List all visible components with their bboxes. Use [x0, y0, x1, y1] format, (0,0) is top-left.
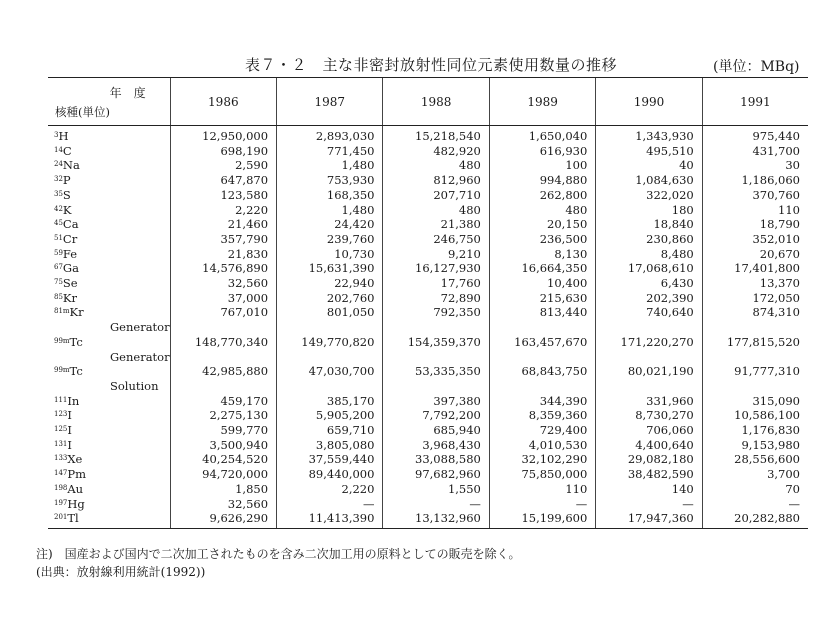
- mass-number: 147: [54, 469, 68, 478]
- value-cell: 180: [596, 203, 702, 218]
- element-symbol: Xe: [67, 452, 83, 467]
- table-row: [48, 511, 808, 528]
- table-row: [48, 276, 808, 291]
- value-cell: 239,760: [277, 232, 383, 247]
- table-row: [48, 261, 808, 276]
- value-cell: 68,843,750: [489, 364, 595, 379]
- mass-number: 125: [54, 425, 68, 434]
- value-cell: 100: [489, 158, 595, 173]
- value-cell: 3,968,430: [383, 438, 489, 453]
- value-cell: 32,560: [170, 497, 276, 512]
- nuclide-cell: [48, 261, 170, 276]
- value-cell: 17,068,610: [596, 261, 702, 276]
- fiscal-year-label: 年度: [109, 86, 158, 100]
- mass-number: 85: [54, 292, 63, 301]
- table-subrow: [48, 379, 808, 394]
- table-row: [48, 364, 808, 379]
- value-cell: [596, 379, 702, 394]
- table-row: [48, 173, 808, 188]
- element-symbol: Tc: [69, 364, 83, 379]
- year-header: 1990: [596, 78, 702, 126]
- nuclide-cell: [48, 158, 170, 173]
- value-cell: 385,170: [277, 394, 383, 409]
- mass-number: 59: [54, 248, 63, 257]
- element-symbol: Au: [67, 481, 84, 496]
- value-cell: 17,947,360: [596, 511, 702, 528]
- nuclide-cell: [48, 482, 170, 497]
- value-cell: 17,401,800: [702, 261, 808, 276]
- value-cell: 149,770,820: [277, 335, 383, 350]
- nuclide-cell: [48, 335, 170, 350]
- value-cell: [277, 350, 383, 365]
- value-cell: 110: [702, 203, 808, 218]
- value-cell: [277, 320, 383, 335]
- element-symbol: Tc: [69, 334, 83, 349]
- value-cell: 1,850: [170, 482, 276, 497]
- value-cell: 202,390: [596, 291, 702, 306]
- value-cell: 647,870: [170, 173, 276, 188]
- value-cell: 72,890: [383, 291, 489, 306]
- value-cell: 207,710: [383, 188, 489, 203]
- value-cell: 148,770,340: [170, 335, 276, 350]
- value-cell: 9,626,290: [170, 511, 276, 528]
- value-cell: 480: [383, 203, 489, 218]
- value-cell: 1,186,060: [702, 173, 808, 188]
- table-row: [48, 408, 808, 423]
- value-cell: 18,840: [596, 217, 702, 232]
- value-cell: 10,586,100: [702, 408, 808, 423]
- value-cell: 10,400: [489, 276, 595, 291]
- table-row: [48, 203, 808, 218]
- value-cell: 16,664,350: [489, 261, 595, 276]
- value-cell: 37,000: [170, 291, 276, 306]
- value-cell: 4,010,530: [489, 438, 595, 453]
- nuclide-cell: [48, 188, 170, 203]
- value-cell: 168,350: [277, 188, 383, 203]
- mass-number: 197: [54, 498, 68, 507]
- value-cell: 75,850,000: [489, 467, 595, 482]
- value-cell: 53,335,350: [383, 364, 489, 379]
- value-cell: 29,082,180: [596, 452, 702, 467]
- table-row: [48, 482, 808, 497]
- value-cell: 352,010: [702, 232, 808, 247]
- nuclide-cell: [48, 203, 170, 218]
- value-cell: 8,359,360: [489, 408, 595, 423]
- value-cell: —: [596, 497, 702, 512]
- value-cell: 322,020: [596, 188, 702, 203]
- mass-number: 24: [54, 160, 63, 169]
- value-cell: 21,380: [383, 217, 489, 232]
- nuclide-cell: [48, 467, 170, 482]
- value-cell: 172,050: [702, 291, 808, 306]
- value-cell: 28,556,600: [702, 452, 808, 467]
- table-row: [48, 452, 808, 467]
- table-row: [48, 232, 808, 247]
- table-title: 表７・２ 主な非密封放射性同位元素使用数量の推移: [245, 56, 618, 74]
- value-cell: 70: [702, 482, 808, 497]
- value-cell: [277, 379, 383, 394]
- value-cell: 14,576,890: [170, 261, 276, 276]
- mass-number: 3: [54, 131, 59, 139]
- table-row: [48, 126, 808, 144]
- value-cell: 97,682,960: [383, 467, 489, 482]
- source-note: (出典：放射線利用統計(1992)): [36, 565, 206, 579]
- value-cell: 22,940: [277, 276, 383, 291]
- value-cell: —: [383, 497, 489, 512]
- value-cell: [489, 350, 595, 365]
- value-cell: 11,413,390: [277, 511, 383, 528]
- table-subrow: [48, 350, 808, 365]
- mass-number: 133: [54, 454, 68, 463]
- mass-number: 81m: [54, 307, 70, 316]
- mass-number: 42: [54, 204, 63, 213]
- table-row: [48, 217, 808, 232]
- value-cell: 1,480: [277, 158, 383, 173]
- value-cell: 15,631,390: [277, 261, 383, 276]
- element-symbol: Na: [62, 158, 80, 173]
- year-header: 1986: [170, 78, 276, 126]
- mass-number: 198: [54, 483, 68, 492]
- value-cell: 13,132,960: [383, 511, 489, 528]
- value-cell: 659,710: [277, 423, 383, 438]
- unit-label: (単位：MBq): [713, 59, 800, 75]
- nuclide-cell: [48, 364, 170, 379]
- value-cell: 20,282,880: [702, 511, 808, 528]
- value-cell: [383, 320, 489, 335]
- element-symbol: Se: [62, 276, 78, 291]
- value-cell: 1,343,930: [596, 126, 702, 144]
- table-row: [48, 438, 808, 453]
- element-symbol: Ca: [62, 217, 79, 232]
- value-cell: 13,370: [702, 276, 808, 291]
- value-cell: 813,440: [489, 305, 595, 320]
- value-cell: 599,770: [170, 423, 276, 438]
- nuclide-cell: [48, 247, 170, 262]
- element-symbol: I: [67, 423, 72, 438]
- value-cell: 24,420: [277, 217, 383, 232]
- table-row: [48, 144, 808, 159]
- value-cell: 12,950,000: [170, 126, 276, 144]
- value-cell: 1,084,630: [596, 173, 702, 188]
- table-row: [48, 497, 808, 512]
- value-cell: 47,030,700: [277, 364, 383, 379]
- nuclide-cell: [48, 452, 170, 467]
- element-symbol: K: [62, 202, 72, 217]
- value-cell: 40: [596, 158, 702, 173]
- nuclide-cell: [48, 232, 170, 247]
- value-cell: [702, 350, 808, 365]
- mass-number: 14: [54, 145, 63, 154]
- table-row: [48, 305, 808, 320]
- value-cell: 8,130: [489, 247, 595, 262]
- mass-number: 99m: [54, 336, 70, 345]
- value-cell: 10,730: [277, 247, 383, 262]
- value-cell: 30: [702, 158, 808, 173]
- value-cell: 236,500: [489, 232, 595, 247]
- value-cell: 15,218,540: [383, 126, 489, 144]
- value-cell: 21,830: [170, 247, 276, 262]
- value-cell: 94,720,000: [170, 467, 276, 482]
- value-cell: [702, 379, 808, 394]
- nuclide-cell: [48, 217, 170, 232]
- value-cell: 15,199,600: [489, 511, 595, 528]
- value-cell: 792,350: [383, 305, 489, 320]
- value-cell: 16,127,930: [383, 261, 489, 276]
- table-row: [48, 247, 808, 262]
- table-subrow: [48, 320, 808, 335]
- value-cell: 801,050: [277, 305, 383, 320]
- value-cell: [596, 350, 702, 365]
- value-cell: 32,560: [170, 276, 276, 291]
- value-cell: 5,905,200: [277, 408, 383, 423]
- value-cell: 2,893,030: [277, 126, 383, 144]
- value-cell: 140: [596, 482, 702, 497]
- mass-number: 75: [54, 278, 63, 287]
- form-label: Generator: [110, 349, 170, 364]
- year-header: 1989: [489, 78, 595, 126]
- value-cell: 357,790: [170, 232, 276, 247]
- nuclide-cell: [48, 305, 170, 320]
- nuclide-cell: [48, 511, 170, 528]
- year-header: 1987: [277, 78, 383, 126]
- value-cell: 2,220: [170, 203, 276, 218]
- value-cell: 42,985,880: [170, 364, 276, 379]
- value-cell: 80,021,190: [596, 364, 702, 379]
- value-cell: 3,500,940: [170, 438, 276, 453]
- element-symbol: Cr: [62, 231, 78, 246]
- value-cell: [170, 350, 276, 365]
- value-cell: 154,359,370: [383, 335, 489, 350]
- mass-number: 32: [54, 175, 63, 184]
- value-cell: 6,430: [596, 276, 702, 291]
- table-row: [48, 423, 808, 438]
- nuclide-cell: [48, 173, 170, 188]
- value-cell: 91,777,310: [702, 364, 808, 379]
- value-cell: 215,630: [489, 291, 595, 306]
- value-cell: 262,800: [489, 188, 595, 203]
- value-cell: 17,760: [383, 276, 489, 291]
- value-cell: 740,640: [596, 305, 702, 320]
- value-cell: 9,210: [383, 247, 489, 262]
- value-cell: 767,010: [170, 305, 276, 320]
- value-cell: —: [702, 497, 808, 512]
- element-symbol: P: [62, 173, 71, 188]
- value-cell: 171,220,270: [596, 335, 702, 350]
- value-cell: 370,760: [702, 188, 808, 203]
- value-cell: 40,254,520: [170, 452, 276, 467]
- element-symbol: I: [67, 437, 72, 452]
- mass-number: 131: [54, 439, 68, 448]
- table-body: [48, 126, 808, 529]
- value-cell: [170, 320, 276, 335]
- nuclide-cell: [48, 126, 170, 144]
- value-cell: 480: [489, 203, 595, 218]
- nuclide-cell: [48, 394, 170, 409]
- value-cell: 89,440,000: [277, 467, 383, 482]
- element-symbol: I: [67, 408, 72, 423]
- value-cell: [489, 379, 595, 394]
- element-symbol: C: [62, 143, 72, 158]
- nuclide-cell: [48, 276, 170, 291]
- value-cell: 994,880: [489, 173, 595, 188]
- value-cell: 482,920: [383, 144, 489, 159]
- value-cell: 2,275,130: [170, 408, 276, 423]
- nuclide-cell: [48, 408, 170, 423]
- form-label: Generator: [110, 320, 170, 335]
- value-cell: 3,805,080: [277, 438, 383, 453]
- value-cell: [596, 320, 702, 335]
- year-header: 1988: [383, 78, 489, 126]
- table-row: [48, 158, 808, 173]
- value-cell: 246,750: [383, 232, 489, 247]
- mass-number: 201: [54, 513, 68, 522]
- element-symbol: Hg: [67, 496, 85, 511]
- mass-number: 35: [54, 189, 63, 198]
- value-cell: 123,580: [170, 188, 276, 203]
- value-cell: 331,960: [596, 394, 702, 409]
- value-cell: 4,400,640: [596, 438, 702, 453]
- value-cell: 33,088,580: [383, 452, 489, 467]
- value-cell: 397,380: [383, 394, 489, 409]
- value-cell: 21,460: [170, 217, 276, 232]
- element-symbol: Pm: [67, 467, 87, 482]
- mass-number: 111: [54, 395, 68, 404]
- element-symbol: In: [67, 393, 80, 408]
- form-label: Solution: [110, 378, 159, 393]
- value-cell: 1,480: [277, 203, 383, 218]
- mass-number: 51: [54, 233, 63, 242]
- value-cell: 20,150: [489, 217, 595, 232]
- nuclide-cell: [48, 144, 170, 159]
- value-cell: 344,390: [489, 394, 595, 409]
- table-header-row: [48, 78, 808, 126]
- value-cell: 2,220: [277, 482, 383, 497]
- mass-number: 67: [54, 263, 63, 272]
- value-cell: 771,450: [277, 144, 383, 159]
- value-cell: 753,930: [277, 173, 383, 188]
- value-cell: 7,792,200: [383, 408, 489, 423]
- value-cell: [489, 320, 595, 335]
- value-cell: 32,102,290: [489, 452, 595, 467]
- value-cell: 1,176,830: [702, 423, 808, 438]
- element-symbol: Tl: [67, 511, 79, 526]
- table-row: [48, 335, 808, 350]
- value-cell: 812,960: [383, 173, 489, 188]
- element-symbol: Kr: [62, 290, 78, 305]
- nuclide-cell: [48, 497, 170, 512]
- value-cell: 706,060: [596, 423, 702, 438]
- element-symbol: H: [58, 129, 69, 143]
- value-cell: 177,815,520: [702, 335, 808, 350]
- value-cell: [702, 320, 808, 335]
- value-cell: 975,440: [702, 126, 808, 144]
- value-cell: 9,153,980: [702, 438, 808, 453]
- value-cell: 874,310: [702, 305, 808, 320]
- value-cell: 8,480: [596, 247, 702, 262]
- element-symbol: S: [62, 187, 71, 202]
- table-row: [48, 467, 808, 482]
- element-symbol: Ga: [62, 261, 79, 276]
- nuclide-cell: [48, 438, 170, 453]
- value-cell: [383, 379, 489, 394]
- mass-number: 99m: [54, 366, 70, 375]
- value-cell: 729,400: [489, 423, 595, 438]
- value-cell: 698,190: [170, 144, 276, 159]
- table-row: [48, 188, 808, 203]
- value-cell: 3,700: [702, 467, 808, 482]
- nuclide-unit-label: 核種(単位): [55, 105, 110, 119]
- value-cell: 163,457,670: [489, 335, 595, 350]
- table-row: [48, 394, 808, 409]
- value-cell: 1,550: [383, 482, 489, 497]
- mass-number: 123: [54, 410, 68, 419]
- year-header: 1991: [702, 78, 808, 126]
- value-cell: 202,760: [277, 291, 383, 306]
- value-cell: 1,650,040: [489, 126, 595, 144]
- value-cell: 459,170: [170, 394, 276, 409]
- isotope-usage-table: [48, 77, 808, 529]
- value-cell: —: [489, 497, 595, 512]
- value-cell: —: [277, 497, 383, 512]
- value-cell: [383, 350, 489, 365]
- value-cell: 2,590: [170, 158, 276, 173]
- value-cell: [170, 379, 276, 394]
- footnote: 注) 国産および国内で二次加工されたものを含み二次加工用の原料としての販売を除く。: [36, 547, 521, 561]
- value-cell: 110: [489, 482, 595, 497]
- value-cell: 20,670: [702, 247, 808, 262]
- value-cell: 315,090: [702, 394, 808, 409]
- element-symbol: Kr: [69, 305, 84, 320]
- value-cell: 18,790: [702, 217, 808, 232]
- value-cell: 495,510: [596, 144, 702, 159]
- mass-number: 45: [54, 219, 63, 228]
- value-cell: 230,860: [596, 232, 702, 247]
- value-cell: 37,559,440: [277, 452, 383, 467]
- value-cell: 431,700: [702, 144, 808, 159]
- value-cell: 8,730,270: [596, 408, 702, 423]
- nuclide-cell: [48, 291, 170, 306]
- value-cell: 480: [383, 158, 489, 173]
- value-cell: 38,482,590: [596, 467, 702, 482]
- table-row: [48, 291, 808, 306]
- value-cell: 616,930: [489, 144, 595, 159]
- corner-header: [48, 78, 170, 126]
- nuclide-cell: [48, 423, 170, 438]
- value-cell: 685,940: [383, 423, 489, 438]
- element-symbol: Fe: [62, 246, 78, 261]
